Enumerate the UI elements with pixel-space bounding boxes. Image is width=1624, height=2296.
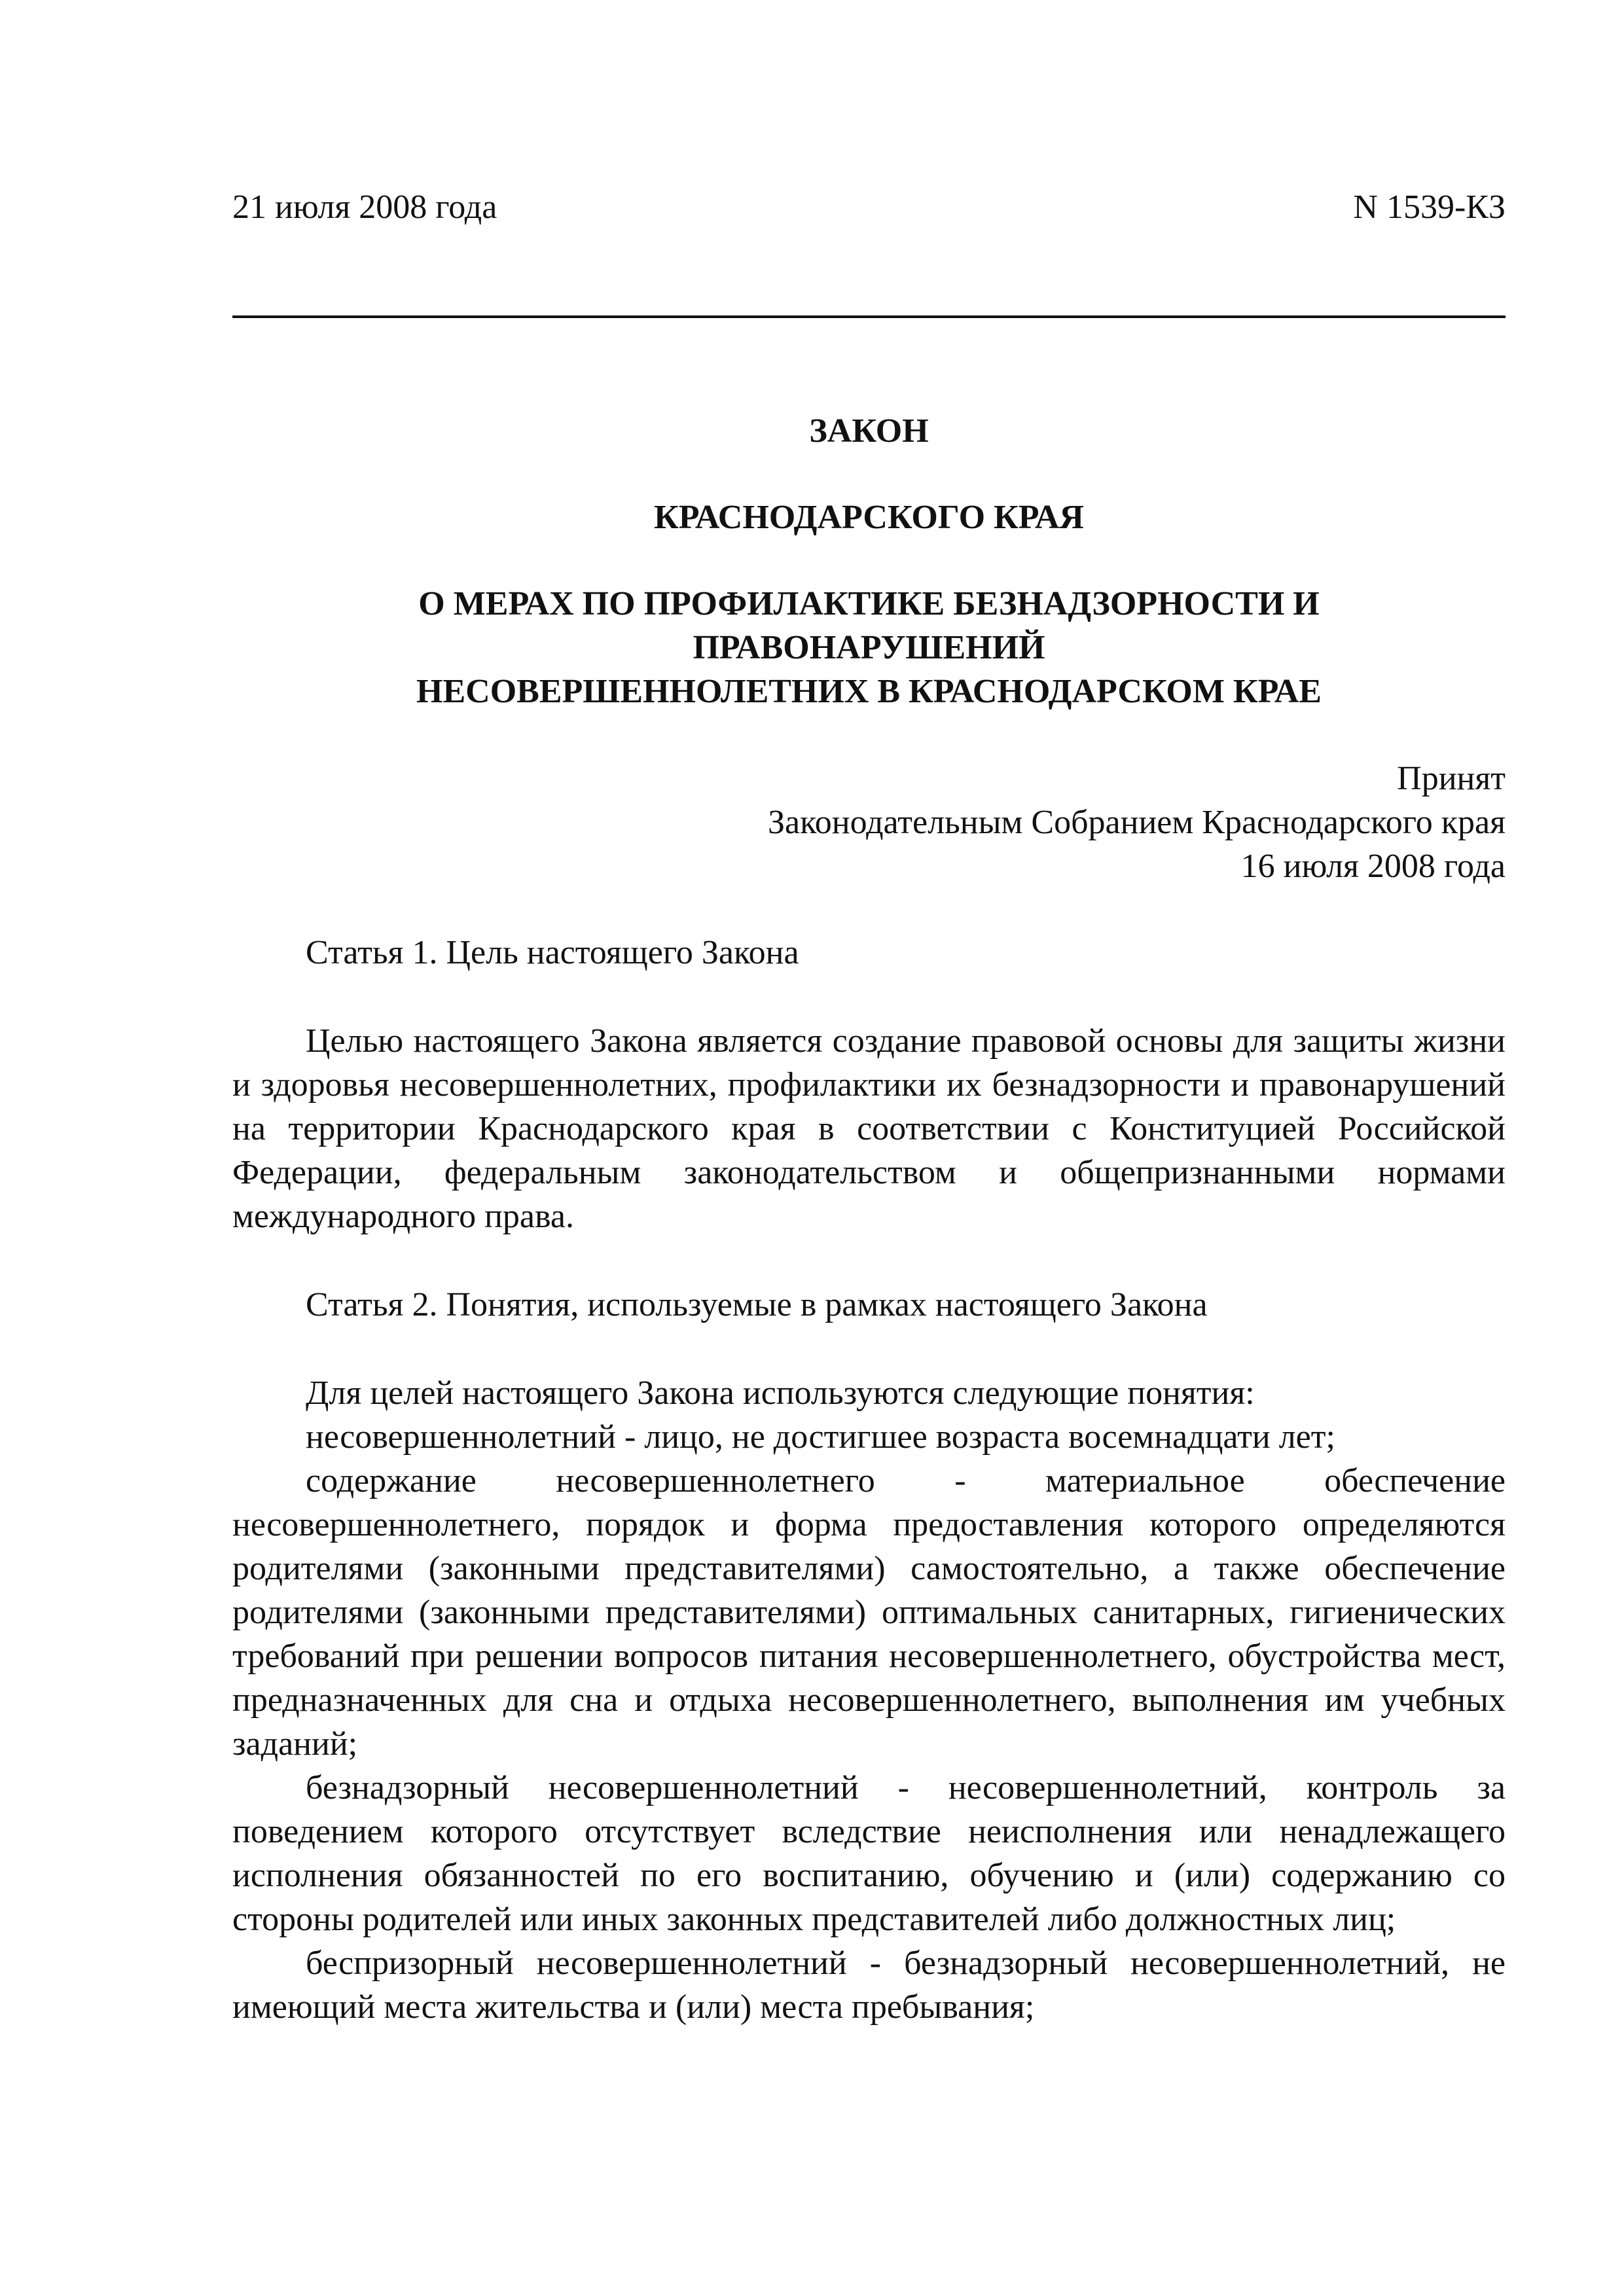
adoption-line-1: Принят xyxy=(1397,760,1506,797)
law-title xyxy=(232,409,1506,713)
title-region: КРАСНОДАРСКОГО КРАЯ xyxy=(654,499,1084,536)
adoption-line-2: Законодательным Собранием Краснодарского края xyxy=(768,804,1506,841)
article-1-heading: Статья 1. Цель настоящего Закона xyxy=(306,934,799,971)
header-divider xyxy=(232,315,1506,318)
document-body xyxy=(232,931,1506,2029)
title-subject-line-2: ПРАВОНАРУШЕНИЙ xyxy=(693,629,1045,666)
document-header xyxy=(232,185,1506,231)
adoption-note xyxy=(768,757,1506,888)
article-2-heading: Статья 2. Понятия, используемые в рамках настоящего Закона xyxy=(306,1286,1208,1323)
title-subject-line-1: О МЕРАХ ПО ПРОФИЛАКТИКЕ БЕЗНАДЗОРНОСТИ И xyxy=(418,585,1320,622)
title-law: ЗАКОН xyxy=(809,412,929,450)
law-date: 21 июля 2008 года xyxy=(232,188,497,226)
definition-paragraph: беспризорный несовершеннолетний - безнадзорный несовершеннолетний, не имеющий места жительства и (или) места пребывания; xyxy=(232,1945,1506,2026)
article-2-intro: Для целей настоящего Закона используются следующие понятия: xyxy=(306,1374,1255,1412)
title-subject-line-3: НЕСОВЕРШЕННОЛЕТНИХ В КРАСНОДАРСКОМ КРАЕ xyxy=(416,673,1322,710)
article-1-paragraph: Целью настоящего Закона является создание правовой основы для защиты жизни и здоровья несовершеннолетних, профилактики их безнадзорности и правонарушений на территории Краснодарского края в соответствии с Конституцией Российской Федерации, федеральным законодательством и общепризнанными нормами международного права. xyxy=(232,1022,1506,1235)
definition-paragraph: несовершеннолетний - лицо, не достигшее возраста восемнадцати лет; xyxy=(306,1418,1335,1456)
law-number: N 1539-КЗ xyxy=(1353,188,1506,226)
definition-paragraph: содержание несовершеннолетнего - материальное обеспечение несовершеннолетнего, порядок и форма предоставления которого определяются родителями (законными представителями) самостоятельно, а также обеспечение родителями (законными представителями) оптимальных санитарных, гигиенических требований при решении вопросов питания несовершеннолетнего, обустройства мест, предназначенных для сна и отдыха несовершеннолетнего, выполнения им учебных заданий; xyxy=(232,1462,1506,1763)
adoption-line-3: 16 июля 2008 года xyxy=(1240,848,1506,885)
definition-paragraph: безнадзорный несовершеннолетний - несовершеннолетний, контроль за поведением которого отсутствует вследствие неисполнения или ненадлежащего исполнения обязанностей по его воспитанию, обучению и (или) содержанию со стороны родителей или иных законных представителей либо должностных лиц; xyxy=(232,1769,1506,1938)
